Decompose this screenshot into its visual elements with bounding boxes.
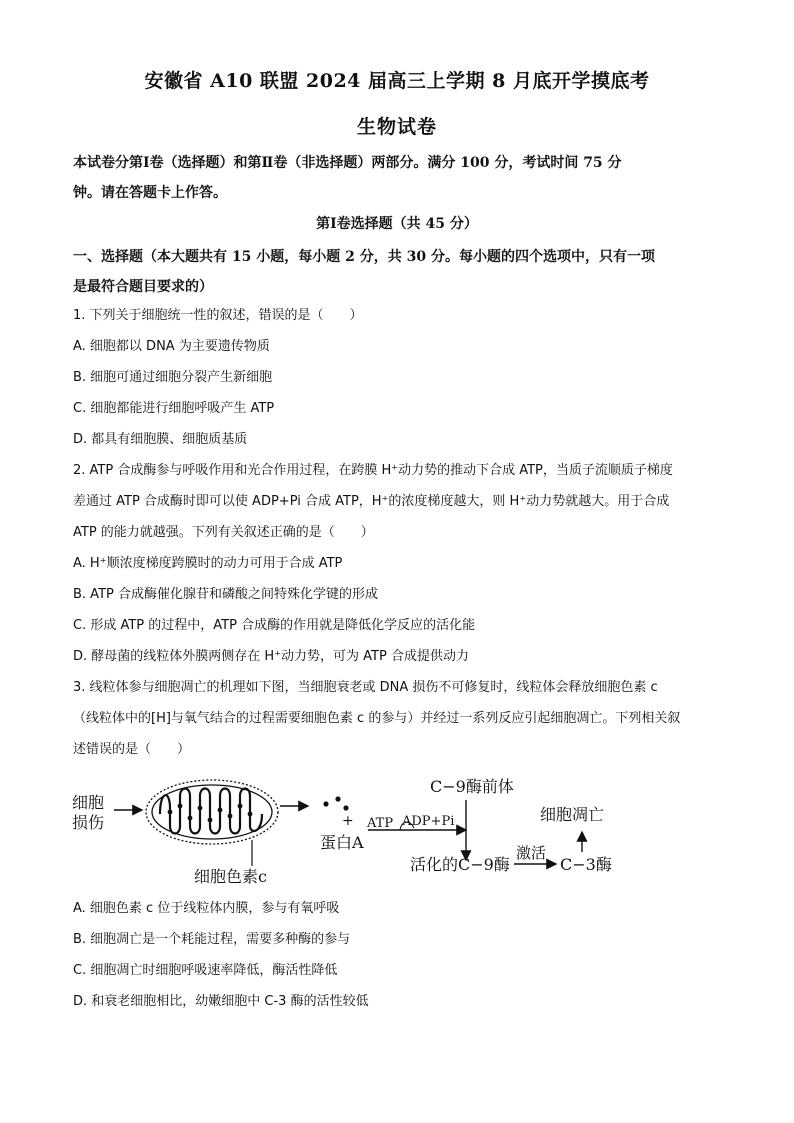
c3-enzyme-label: C−3酶 — [560, 855, 612, 874]
instructions-line: 本试卷分第Ⅰ卷（选择题）和第Ⅱ卷（非选择题）两部分。满分 100 分，考试时间 75 分 — [73, 155, 622, 171]
question-1-option-d: D. 都具有细胞膜、细胞质基质 — [73, 432, 248, 447]
question-1-option-c: C. 细胞都能进行细胞呼吸产生 ATP — [73, 401, 275, 416]
part-one-title: 第Ⅰ卷选择题（共 45 分） — [316, 216, 478, 232]
question-3-option-b: B. 细胞凋亡是一个耗能过程，需要多种酶的参与 — [73, 932, 351, 947]
activated-c9-label: 活化的C−9酶 — [410, 855, 510, 874]
protein-a-label: 蛋白A — [320, 833, 364, 852]
cell-damage-label: 细胞 — [72, 793, 105, 812]
section-heading-line: 是最符合题目要求的） — [73, 279, 213, 295]
diagram-drawing — [70, 768, 630, 893]
question-2-option-a: A. H⁺顺浓度梯度跨膜时的动力可用于合成 ATP — [73, 556, 343, 571]
released-cytochrome-c-icon — [323, 796, 348, 810]
cytochrome-c-label: 细胞色素c — [194, 867, 267, 886]
question-1-option-b: B. 细胞可通过细胞分裂产生新细胞 — [73, 370, 273, 385]
plus-sign: + — [342, 813, 354, 829]
question-2-stem: 差通过 ATP 合成酶时即可以使 ADP+Pi 合成 ATP，H⁺的浓度梯度越大，则 H⁺动力势就越大。用于合成 — [73, 494, 670, 509]
question-3-stem: 3. 线粒体参与细胞凋亡的机理如下图，当细胞衰老或 DNA 损伤不可修复时，线粒体会释放细胞色素 c — [73, 680, 658, 695]
question-2-option-b: B. ATP 合成酶催化腺苷和磷酸之间特殊化学键的形成 — [73, 587, 378, 602]
activate-label: 激活 — [516, 844, 547, 862]
question-3-option-a: A. 细胞色素 c 位于线粒体内膜，参与有氧呼吸 — [73, 901, 340, 916]
apoptosis-mechanism-diagram — [70, 768, 630, 893]
question-1-option-a: A. 细胞都以 DNA 为主要遗传物质 — [73, 339, 270, 354]
question-2-option-d: D. 酵母菌的线粒体外膜两侧存在 H⁺动力势，可为 ATP 合成提供动力 — [73, 649, 469, 664]
question-3-stem: 述错误的是（ ） — [73, 742, 191, 757]
exam-title: 安徽省 A10 联盟 2024 届高三上学期 8 月底开学摸底考 — [144, 70, 650, 92]
section-one-heading — [73, 242, 723, 302]
exam-instructions — [73, 148, 723, 208]
section-heading-line: 一、选择题（本大题共有 15 小题，每小题 2 分，共 30 分。每小题的四个选项中，只有一项 — [73, 249, 655, 265]
question-2-stem: 2. ATP 合成酶参与呼吸作用和光合作用过程，在跨膜 H⁺动力势的推动下合成 ATP，当质子流顺质子梯度 — [73, 463, 673, 478]
cell-damage-label: 损伤 — [72, 813, 105, 832]
question-3-option-d: D. 和衰老细胞相比，幼嫩细胞中 C-3 酶的活性较低 — [73, 994, 369, 1009]
question-2-option-c: C. 形成 ATP 的过程中，ATP 合成酶的作用就是降低化学反应的活化能 — [73, 618, 476, 633]
adp-pi-label: ADP+Pi — [402, 814, 455, 829]
instructions-line: 钟。请在答题卡上作答。 — [73, 185, 227, 201]
atp-label: ATP — [367, 816, 394, 831]
question-3-stem: （线粒体中的[H]与氧气结合的过程需要细胞色素 c 的参与）并经过一系列反应引起细胞凋亡。下列相关叙 — [73, 711, 681, 726]
exam-subtitle: 生物试卷 — [356, 116, 437, 138]
c9-precursor-label: C−9酶前体 — [430, 777, 514, 796]
apoptosis-label: 细胞凋亡 — [540, 805, 605, 824]
question-2-stem: ATP 的能力就越强。下列有关叙述正确的是（ ） — [73, 525, 374, 540]
question-3-option-c: C. 细胞凋亡时细胞呼吸速率降低，酶活性降低 — [73, 963, 338, 978]
question-1-stem: 1. 下列关于细胞统一性的叙述，错误的是（ ） — [73, 308, 363, 323]
